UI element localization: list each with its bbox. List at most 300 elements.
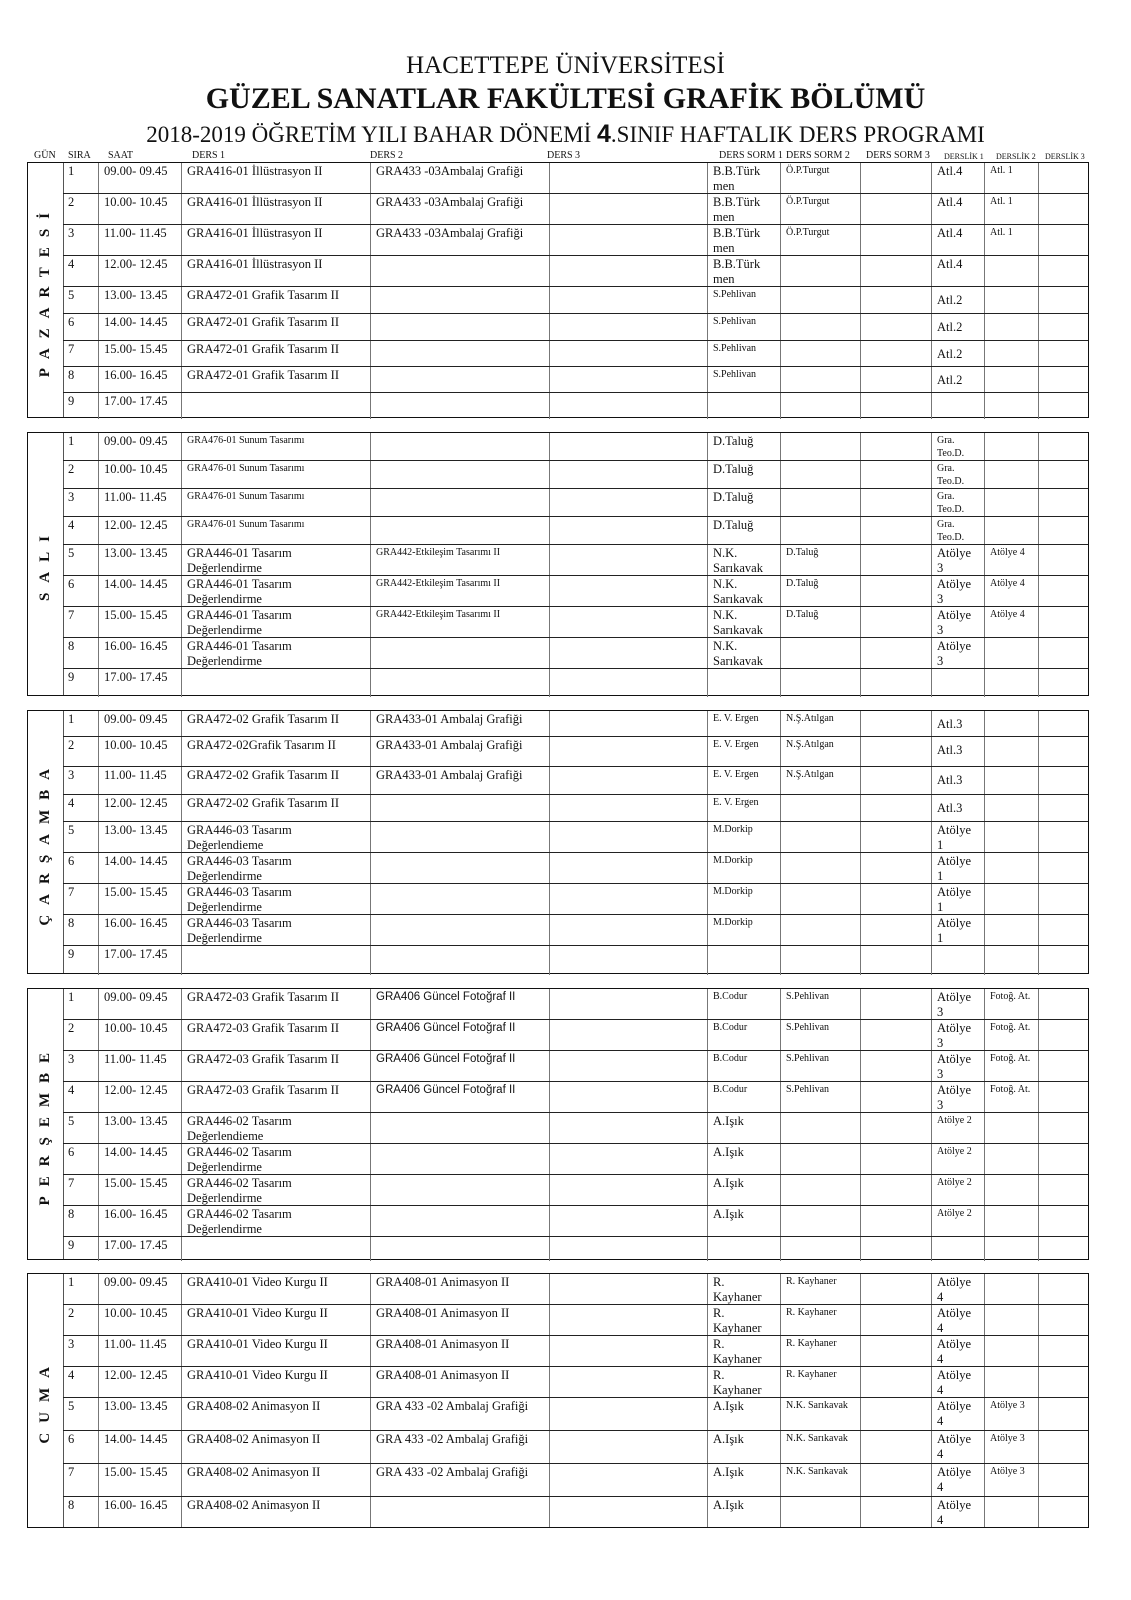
cell-ders1: GRA408-02 Animasyon II [181, 1464, 370, 1496]
cell-ders2: GRA408-01 Animasyon II [370, 1336, 549, 1366]
cell-derslik3 [1038, 1336, 1090, 1366]
cell-derslik2 [984, 946, 1038, 975]
cell-ders3 [549, 314, 707, 340]
cell-sorm1: E. V. Ergen [707, 795, 780, 821]
cell-sorm3 [860, 517, 931, 544]
cell-ders3 [549, 225, 707, 255]
cell-saat: 12.00- 12.45 [98, 517, 181, 544]
cell-ders3 [549, 576, 707, 606]
cell-sira: 3 [68, 226, 75, 240]
cell-saat: 13.00- 13.45 [98, 822, 181, 852]
cell-saat: 15.00- 15.45 [98, 607, 181, 637]
day-cell [28, 433, 64, 695]
cell-sorm1: R. Kayhaner [707, 1367, 780, 1397]
cell-sira: 1 [68, 990, 75, 1004]
cell-derslik2 [984, 1367, 1038, 1397]
day-block [27, 432, 1089, 696]
cell-sorm3 [860, 576, 931, 606]
cell-sira: 3 [68, 1337, 75, 1351]
cell-sorm1: M.Dorkip [707, 915, 780, 945]
cell-sorm1 [707, 393, 780, 419]
table-row [63, 915, 1088, 946]
program-class: 4 [597, 120, 611, 148]
cell-saat: 15.00- 15.45 [98, 1175, 181, 1205]
cell-ders1: GRA472-01 Grafik Tasarım II [181, 287, 370, 313]
cell-sorm3 [860, 1431, 931, 1463]
cell-sorm1: B.Codur [707, 989, 780, 1019]
cell-ders2 [370, 1113, 549, 1143]
cell-derslik1: Atl.2 [931, 367, 984, 392]
cell-sira: 5 [68, 823, 75, 837]
cell-ders3 [549, 461, 707, 488]
cell-derslik3 [1038, 1305, 1090, 1335]
cell-ders2 [370, 1237, 549, 1261]
cell-ders1 [181, 393, 370, 419]
cell-ders2: GRA406 Güncel Fotoğraf II [370, 1020, 549, 1050]
cell-sorm1: N.K. Sarıkavak [707, 545, 780, 575]
table-row [63, 607, 1088, 638]
cell-sira: 2 [68, 1021, 75, 1035]
cell-saat: 14.00- 14.45 [98, 1431, 181, 1463]
cell-sorm2: D.Taluğ [780, 545, 860, 575]
cell-derslik1: Atl.3 [931, 795, 984, 821]
cell-sira: 4 [68, 1368, 75, 1382]
program-prefix: 2018-2019 ÖĞRETİM YILI BAHAR DÖNEMİ [146, 122, 598, 147]
cell-derslik1: Atl.2 [931, 314, 984, 340]
cell-saat: 13.00- 13.45 [98, 1398, 181, 1430]
cell-ders3 [549, 256, 707, 286]
cell-ders2 [370, 393, 549, 419]
cell-sira: 5 [68, 1399, 75, 1413]
cell-sorm3 [860, 1464, 931, 1496]
cell-ders2 [370, 638, 549, 668]
cell-saat: 11.00- 11.45 [98, 767, 181, 794]
cell-derslik1: Atölye 3 [931, 989, 984, 1019]
cell-sorm3 [860, 737, 931, 766]
day-cell [28, 163, 64, 417]
cell-derslik1: Atölye 3 [931, 1020, 984, 1050]
cell-derslik3 [1038, 367, 1090, 392]
cell-ders1: GRA408-02 Animasyon II [181, 1431, 370, 1463]
cell-ders3 [549, 287, 707, 313]
cell-sira: 5 [68, 288, 75, 302]
cell-derslik1: Atl.3 [931, 711, 984, 736]
cell-saat: 16.00- 16.45 [98, 915, 181, 945]
cell-derslik3 [1038, 946, 1090, 975]
cell-derslik1: Gra. Teo.D. [931, 433, 984, 460]
cell-ders3 [549, 946, 707, 975]
cell-ders3 [549, 853, 707, 883]
cell-ders1: GRA446-03 Tasarım Değerlendieme [181, 822, 370, 852]
col-sorm2: DERS SORM 2 [786, 150, 850, 161]
cell-ders1: GRA472-01 Grafik Tasarım II [181, 314, 370, 340]
cell-derslik2 [984, 1206, 1038, 1236]
col-sorm1: DERS SORM 1 [719, 150, 783, 161]
cell-saat: 13.00- 13.45 [98, 1113, 181, 1143]
cell-ders2 [370, 461, 549, 488]
cell-derslik1: Atl.4 [931, 163, 984, 193]
cell-sorm1: A.Işık [707, 1144, 780, 1174]
cell-ders3 [549, 607, 707, 637]
cell-sorm3 [860, 489, 931, 516]
cell-derslik2 [984, 341, 1038, 366]
cell-sorm3 [860, 1144, 931, 1174]
cell-sorm1: B.B.Türk men [707, 256, 780, 286]
cell-sorm1: E. V. Ergen [707, 767, 780, 794]
cell-saat: 12.00- 12.45 [98, 1367, 181, 1397]
cell-derslik3 [1038, 767, 1090, 794]
cell-saat: 09.00- 09.45 [98, 989, 181, 1019]
cell-sorm3 [860, 1398, 931, 1430]
cell-sira: 4 [68, 257, 75, 271]
cell-ders2 [370, 915, 549, 945]
cell-sorm3 [860, 287, 931, 313]
cell-ders3 [549, 393, 707, 419]
cell-ders3 [549, 341, 707, 366]
cell-saat: 13.00- 13.45 [98, 287, 181, 313]
cell-derslik1: Atölye 1 [931, 915, 984, 945]
cell-sorm1: M.Dorkip [707, 853, 780, 883]
cell-derslik1: Atölye 1 [931, 853, 984, 883]
cell-sorm3 [860, 1206, 931, 1236]
cell-derslik1 [931, 1237, 984, 1261]
cell-sorm2: R. Kayhaner [780, 1336, 860, 1366]
cell-derslik1: Atölye 1 [931, 822, 984, 852]
cell-derslik1: Atölye 4 [931, 1367, 984, 1397]
day-block [27, 162, 1089, 418]
cell-sira: 4 [68, 796, 75, 810]
cell-ders2 [370, 287, 549, 313]
day-cell [28, 711, 64, 973]
cell-derslik3 [1038, 795, 1090, 821]
cell-sorm1: S.Pehlivan [707, 367, 780, 392]
cell-ders3 [549, 194, 707, 224]
cell-sira: 7 [68, 608, 75, 622]
cell-sorm1: S.Pehlivan [707, 341, 780, 366]
cell-sorm2: N.Ş.Atılgan [780, 767, 860, 794]
cell-sorm1: B.B.Türk men [707, 194, 780, 224]
table-row [63, 341, 1088, 367]
cell-sorm2: N.K. Sarıkavak [780, 1398, 860, 1430]
university-title: HACETTEPE ÜNİVERSİTESİ [406, 52, 725, 79]
program-suffix: .SINIF HAFTALIK DERS PROGRAMI [610, 122, 985, 147]
cell-sira: 4 [68, 1083, 75, 1097]
cell-sorm3 [860, 1175, 931, 1205]
table-row [63, 163, 1088, 194]
cell-derslik2: Fotoğ. At. [984, 1082, 1038, 1112]
cell-sira: 2 [68, 462, 75, 476]
cell-sorm2: Ö.P.Turgut [780, 163, 860, 193]
cell-ders2: GRA433-01 Ambalaj Grafiği [370, 767, 549, 794]
cell-saat: 09.00- 09.45 [98, 163, 181, 193]
cell-ders2 [370, 256, 549, 286]
col-derslik3: DERSLİK 3 [1045, 152, 1085, 161]
cell-derslik3 [1038, 341, 1090, 366]
cell-derslik1: Atl.2 [931, 287, 984, 313]
cell-sira: 6 [68, 1145, 75, 1159]
cell-derslik1: Atölye 3 [931, 1051, 984, 1081]
cell-derslik3 [1038, 314, 1090, 340]
cell-derslik3 [1038, 1398, 1090, 1430]
program-title [0, 120, 1131, 149]
cell-derslik1: Gra. Teo.D. [931, 489, 984, 516]
cell-derslik1 [931, 393, 984, 419]
cell-ders1: GRA446-03 Tasarım Değerlendirme [181, 853, 370, 883]
cell-derslik2 [984, 1113, 1038, 1143]
cell-sorm1 [707, 946, 780, 975]
cell-derslik1: Atl.3 [931, 737, 984, 766]
cell-sorm3 [860, 767, 931, 794]
cell-ders1: GRA472-03 Grafik Tasarım II [181, 1051, 370, 1081]
cell-sorm3 [860, 1305, 931, 1335]
cell-saat: 16.00- 16.45 [98, 1206, 181, 1236]
cell-ders1: GRA476-01 Sunum Tasarımı [181, 517, 370, 544]
cell-sorm1: E. V. Ergen [707, 737, 780, 766]
cell-sorm2: R. Kayhaner [780, 1305, 860, 1335]
cell-derslik1: Atl.2 [931, 341, 984, 366]
cell-ders3 [549, 1367, 707, 1397]
cell-sorm2: N.K. Sarıkavak [780, 1464, 860, 1496]
cell-sira: 2 [68, 195, 75, 209]
cell-sorm2 [780, 489, 860, 516]
cell-saat: 16.00- 16.45 [98, 638, 181, 668]
cell-derslik2 [984, 767, 1038, 794]
cell-derslik3 [1038, 1497, 1090, 1527]
cell-sorm2 [780, 638, 860, 668]
cell-derslik2: Atölye 3 [984, 1431, 1038, 1463]
cell-sorm1 [707, 1237, 780, 1261]
cell-ders1: GRA446-02 Tasarım Değerlendieme [181, 1113, 370, 1143]
cell-derslik2: Atölye 3 [984, 1464, 1038, 1496]
cell-ders3 [549, 1336, 707, 1366]
cell-ders1: GRA446-02 Tasarım Değerlendirme [181, 1175, 370, 1205]
cell-derslik3 [1038, 287, 1090, 313]
day-cell [28, 989, 64, 1259]
cell-ders3 [549, 489, 707, 516]
cell-sorm3 [860, 461, 931, 488]
day-block [27, 710, 1089, 974]
cell-derslik2: Atl. 1 [984, 194, 1038, 224]
cell-sira: 1 [68, 434, 75, 448]
cell-derslik2 [984, 314, 1038, 340]
cell-sorm2 [780, 287, 860, 313]
cell-ders2 [370, 822, 549, 852]
cell-ders1: GRA446-01 Tasarım Değerlendirme [181, 576, 370, 606]
cell-ders2 [370, 884, 549, 914]
cell-derslik2: Atölye 4 [984, 607, 1038, 637]
table-row [63, 1431, 1088, 1464]
cell-ders2: GRA406 Güncel Fotoğraf II [370, 1051, 549, 1081]
cell-sorm1: A.Işık [707, 1175, 780, 1205]
cell-ders2 [370, 1497, 549, 1527]
cell-ders2 [370, 669, 549, 697]
cell-sorm2 [780, 884, 860, 914]
cell-derslik2 [984, 737, 1038, 766]
cell-derslik3 [1038, 711, 1090, 736]
cell-sorm2: R. Kayhaner [780, 1274, 860, 1304]
cell-sorm1: A.Işık [707, 1497, 780, 1527]
cell-derslik3 [1038, 822, 1090, 852]
cell-sorm2 [780, 795, 860, 821]
cell-ders3 [549, 1175, 707, 1205]
cell-sorm3 [860, 393, 931, 419]
table-row [63, 1082, 1088, 1113]
cell-ders3 [549, 767, 707, 794]
cell-sorm2 [780, 393, 860, 419]
cell-ders3 [549, 822, 707, 852]
cell-derslik3 [1038, 669, 1090, 697]
cell-sira: 3 [68, 768, 75, 782]
cell-derslik3 [1038, 1051, 1090, 1081]
cell-ders2 [370, 433, 549, 460]
cell-saat: 15.00- 15.45 [98, 1464, 181, 1496]
cell-ders1: GRA472-03 Grafik Tasarım II [181, 1082, 370, 1112]
cell-ders1: GRA472-03 Grafik Tasarım II [181, 1020, 370, 1050]
table-row [63, 393, 1088, 419]
cell-sira: 2 [68, 1306, 75, 1320]
cell-sorm3 [860, 915, 931, 945]
cell-derslik3 [1038, 638, 1090, 668]
cell-derslik1: Gra. Teo.D. [931, 517, 984, 544]
cell-derslik1: Atölye 4 [931, 1431, 984, 1463]
cell-derslik1: Gra. Teo.D. [931, 461, 984, 488]
cell-derslik1: Atölye 2 [931, 1113, 984, 1143]
cell-derslik1: Atölye 3 [931, 638, 984, 668]
table-row [63, 1144, 1088, 1175]
cell-sorm2 [780, 1206, 860, 1236]
cell-ders3 [549, 1274, 707, 1304]
cell-ders3 [549, 669, 707, 697]
col-derslik2: DERSLİK 2 [996, 152, 1036, 161]
cell-derslik2 [984, 433, 1038, 460]
cell-sorm2 [780, 256, 860, 286]
table-row [63, 433, 1088, 461]
cell-sorm2 [780, 669, 860, 697]
table-row [63, 1336, 1088, 1367]
cell-derslik1: Atölye 4 [931, 1336, 984, 1366]
cell-ders1: GRA416-01 İllüstrasyon II [181, 256, 370, 286]
cell-derslik1: Atölye 2 [931, 1206, 984, 1236]
cell-ders2 [370, 946, 549, 975]
cell-sira: 6 [68, 1432, 75, 1446]
cell-derslik2 [984, 367, 1038, 392]
table-row [63, 489, 1088, 517]
table-row [63, 638, 1088, 669]
cell-sorm3 [860, 853, 931, 883]
cell-saat: 15.00- 15.45 [98, 341, 181, 366]
cell-derslik3 [1038, 1274, 1090, 1304]
cell-sorm1: R. Kayhaner [707, 1274, 780, 1304]
table-row [63, 946, 1088, 975]
cell-derslik3 [1038, 1082, 1090, 1112]
cell-sorm3 [860, 1367, 931, 1397]
table-row [63, 1020, 1088, 1051]
cell-derslik1 [931, 946, 984, 975]
cell-sira: 3 [68, 1052, 75, 1066]
cell-ders2: GRA433-01 Ambalaj Grafiği [370, 711, 549, 736]
cell-sorm1: A.Işık [707, 1464, 780, 1496]
cell-sorm1: A.Işık [707, 1113, 780, 1143]
cell-ders2 [370, 1175, 549, 1205]
cell-derslik3 [1038, 915, 1090, 945]
cell-derslik3 [1038, 256, 1090, 286]
table-row [63, 853, 1088, 884]
cell-sorm2: R. Kayhaner [780, 1367, 860, 1397]
cell-derslik2 [984, 393, 1038, 419]
cell-saat: 17.00- 17.45 [98, 1237, 181, 1261]
cell-derslik1: Atl.3 [931, 767, 984, 794]
cell-ders3 [549, 737, 707, 766]
cell-sorm3 [860, 341, 931, 366]
table-row [63, 461, 1088, 489]
cell-ders2 [370, 314, 549, 340]
cell-sorm3 [860, 1497, 931, 1527]
cell-saat: 10.00- 10.45 [98, 737, 181, 766]
table-row [63, 576, 1088, 607]
cell-ders3 [549, 989, 707, 1019]
cell-ders1 [181, 1237, 370, 1261]
cell-sorm3 [860, 1336, 931, 1366]
cell-sira: 8 [68, 368, 75, 382]
cell-derslik3 [1038, 194, 1090, 224]
cell-saat: 16.00- 16.45 [98, 367, 181, 392]
cell-derslik3 [1038, 461, 1090, 488]
cell-sorm3 [860, 1274, 931, 1304]
cell-saat: 16.00- 16.45 [98, 1497, 181, 1527]
cell-sira: 6 [68, 577, 75, 591]
cell-sorm3 [860, 711, 931, 736]
cell-derslik1: Atölye 2 [931, 1144, 984, 1174]
cell-ders2: GRA442-Etkileşim Tasarımı II [370, 545, 549, 575]
cell-sira: 3 [68, 490, 75, 504]
cell-sira: 7 [68, 342, 75, 356]
cell-sorm3 [860, 163, 931, 193]
cell-ders2: GRA 433 -02 Ambalaj Grafiği [370, 1398, 549, 1430]
cell-ders2 [370, 1144, 549, 1174]
day-name: ÇARŞAMBA [37, 758, 53, 926]
cell-ders2: GRA 433 -02 Ambalaj Grafiği [370, 1464, 549, 1496]
table-row [63, 517, 1088, 545]
cell-sorm2: Ö.P.Turgut [780, 194, 860, 224]
cell-ders1: GRA410-01 Video Kurgu II [181, 1274, 370, 1304]
table-row [63, 225, 1088, 256]
col-derslik1: DERSLİK 1 [944, 152, 984, 161]
cell-derslik1: Atölye 3 [931, 607, 984, 637]
table-row [63, 1113, 1088, 1144]
cell-ders3 [549, 795, 707, 821]
cell-saat: 10.00- 10.45 [98, 194, 181, 224]
cell-derslik1: Atölye 3 [931, 576, 984, 606]
cell-ders2: GRA406 Güncel Fotoğraf II [370, 989, 549, 1019]
cell-sorm3 [860, 194, 931, 224]
cell-sira: 7 [68, 1465, 75, 1479]
cell-derslik2: Atölye 4 [984, 576, 1038, 606]
cell-sorm3 [860, 1051, 931, 1081]
cell-ders3 [549, 638, 707, 668]
cell-derslik1: Atl.4 [931, 225, 984, 255]
cell-derslik2: Fotoğ. At. [984, 989, 1038, 1019]
table-row [63, 287, 1088, 314]
cell-derslik3 [1038, 576, 1090, 606]
cell-saat: 17.00- 17.45 [98, 393, 181, 419]
cell-ders1: GRA472-03 Grafik Tasarım II [181, 989, 370, 1019]
cell-ders3 [549, 1144, 707, 1174]
cell-ders1: GRA408-02 Animasyon II [181, 1497, 370, 1527]
cell-ders3 [549, 1305, 707, 1335]
cell-ders3 [549, 1051, 707, 1081]
cell-derslik2 [984, 1144, 1038, 1174]
cell-ders2 [370, 517, 549, 544]
